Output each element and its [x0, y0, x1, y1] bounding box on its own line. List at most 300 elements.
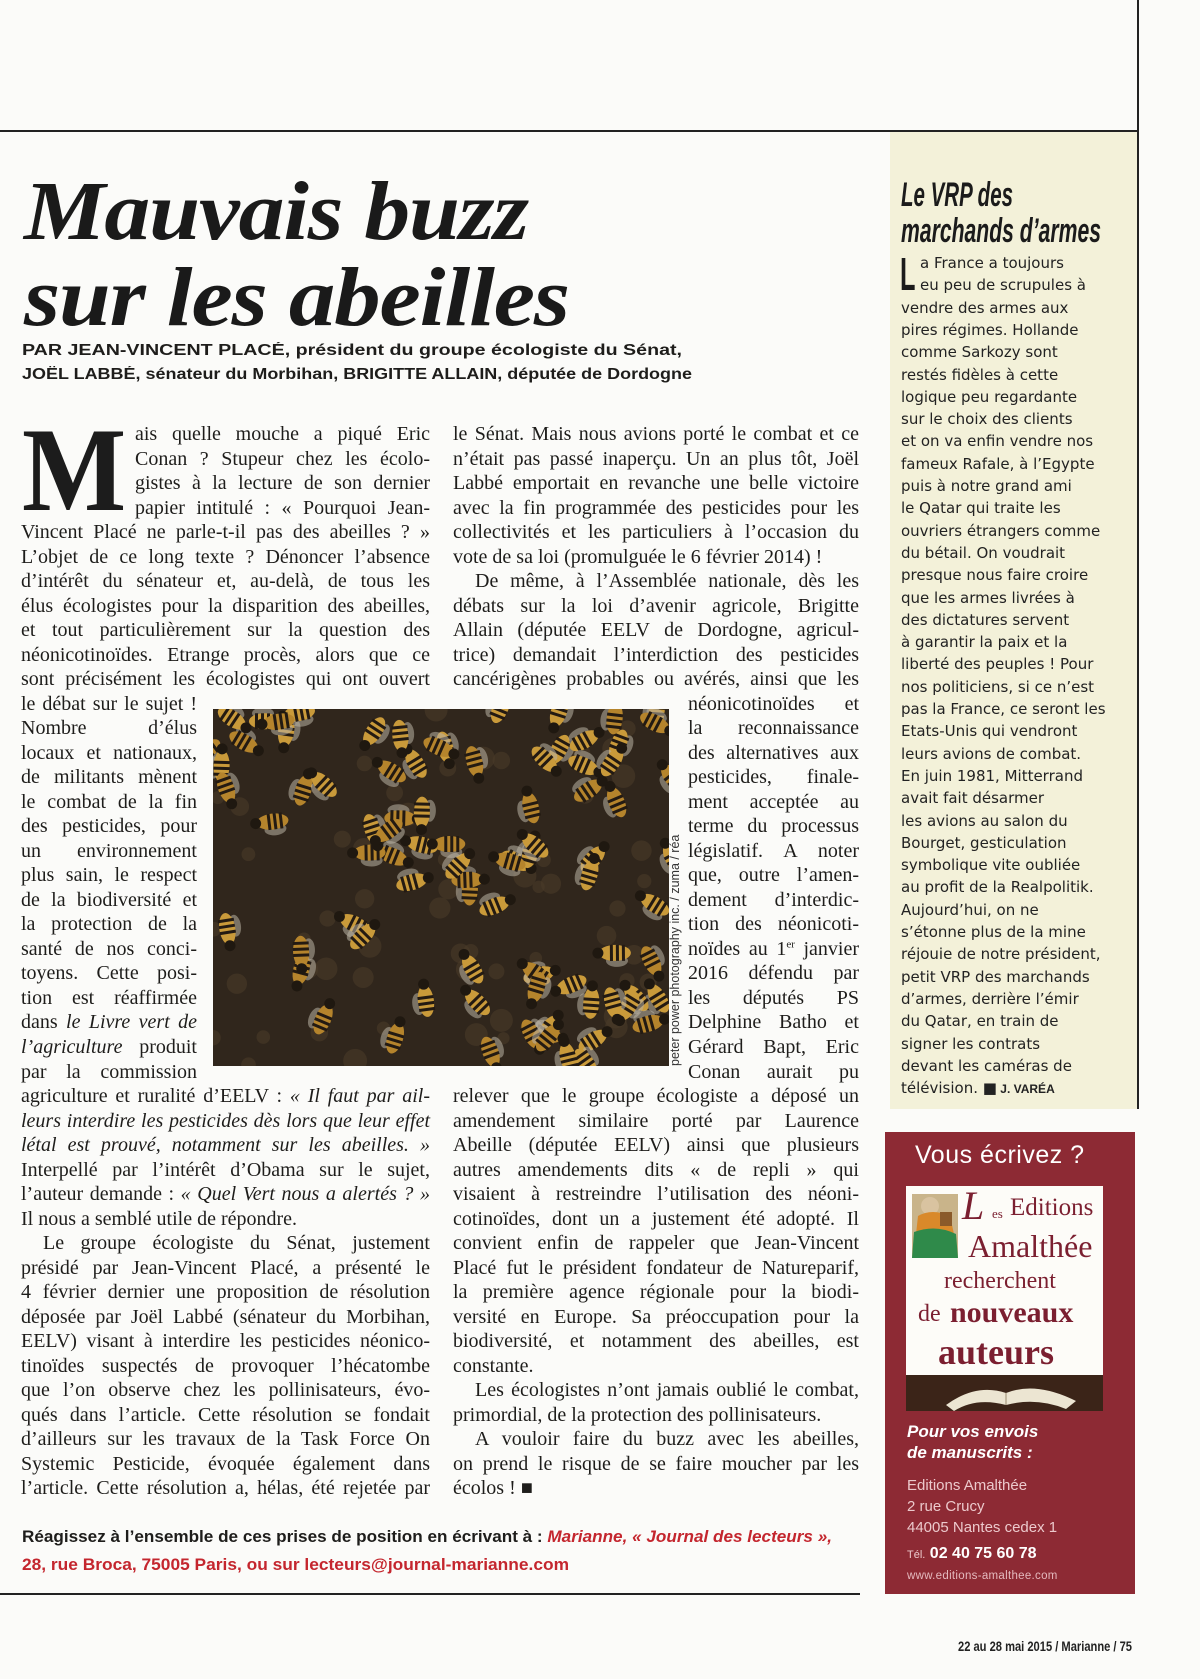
text-segment: vote de sa loi (promulguée le 6 février 2014) !: [453, 545, 823, 568]
sidebar-text-line: [901, 854, 1080, 876]
text-line: [21, 888, 197, 913]
text-line: [21, 937, 197, 962]
text-segment: Placé fut le président fondateur de Natureparif,: [453, 1256, 859, 1279]
text-line: [21, 1035, 197, 1060]
sidebar-text-line: [920, 274, 1086, 296]
text-segment: agriculture et ruralité d’EELV :: [21, 1085, 290, 1108]
right-rule: [1137, 0, 1139, 1109]
text-segment: « Il faut par ail-: [289, 1085, 430, 1108]
ad-website[interactable]: www.editions-amalthee.com: [907, 1570, 1058, 1582]
text-segment: constante.: [453, 1354, 534, 1377]
text-segment: que l’on observe chez les pollinisateurs, évo-: [21, 1379, 430, 1402]
sidebar-text-line: [901, 966, 1090, 988]
sidebar-text-line: [901, 832, 1067, 854]
text-segment: la première agence régionale pour la biodi-: [453, 1281, 859, 1304]
text-line: [453, 1084, 859, 1109]
text-segment: locaux et nationaux,: [21, 741, 197, 764]
sidebar-text: Bourget, gesticulation: [901, 833, 1067, 852]
text-segment: des pesticides, pour: [21, 815, 197, 838]
text-line: [21, 594, 430, 619]
sidebar-text: télévision. ■: [901, 1079, 997, 1098]
text-line: [453, 496, 859, 521]
text-segment: 4 février dernier une proposition de résolution: [21, 1281, 430, 1304]
sidebar-text: signer les contrats: [901, 1034, 1041, 1053]
text-line: [21, 1280, 430, 1305]
text-segment: le débat sur le sujet !: [21, 692, 197, 715]
sidebar-text: leurs avions de combat.: [901, 744, 1082, 763]
author-role: , députée de Dordogne: [497, 366, 692, 383]
text-segment: amendement similaire porté par Laurence: [453, 1109, 859, 1132]
sidebar-drop-cap: L: [900, 248, 916, 300]
text-line: [453, 594, 859, 619]
text-line: [21, 1403, 430, 1428]
sidebar-text-line: [901, 698, 1106, 720]
text-line: [21, 986, 197, 1011]
text-segment: dement d’interdic-: [688, 888, 859, 911]
ad-tagline-de: de: [918, 1301, 941, 1327]
sidebar-text: ouvriers étrangers comme: [901, 521, 1101, 540]
text-line: [21, 1207, 430, 1232]
text-segment: avec la fin programmée des pesticides pour les: [453, 496, 859, 519]
text-line: [688, 839, 859, 864]
text-segment: débats sur la loi d’avenir agricole, Brigitte: [453, 594, 859, 617]
text-line: [21, 839, 197, 864]
text-segment: gistes à la lecture de son dernier: [135, 472, 430, 495]
text-line: [688, 888, 859, 913]
text-line: [21, 1010, 197, 1035]
text-segment: Gérard Bapt, Eric: [688, 1036, 859, 1058]
text-segment: ais quelle mouche a piqué Eric: [135, 423, 430, 445]
byline-line: [22, 366, 692, 384]
text-line: [21, 520, 430, 545]
text-line: [688, 765, 859, 790]
sidebar-title-line: marchands d’armes: [901, 212, 1101, 250]
text-segment: de militants mènent: [21, 766, 197, 789]
text-segment: tion est réaffirmée: [21, 986, 197, 1009]
text-line: [21, 741, 197, 766]
text-segment: dans: [21, 1011, 67, 1034]
text-line: [688, 1060, 859, 1085]
text-segment: Le groupe écologiste du Sénat, justement: [43, 1232, 430, 1255]
sidebar-text: restés fidèles à cette: [901, 365, 1059, 384]
ad-brand-small: es: [992, 1206, 1003, 1221]
sidebar-text: logique peu regardante: [901, 387, 1078, 406]
text-segment: qués dans l’article. Cette résolution se fondait: [21, 1403, 430, 1426]
advertisement[interactable]: [885, 1132, 1135, 1594]
text-segment: et tout particulièrement sur la question des: [21, 619, 430, 642]
ad-brand-initial: L: [962, 1183, 985, 1228]
text-line: [453, 447, 859, 472]
text-line: [453, 618, 859, 643]
text-segment: versité en Europe. Sa préoccupation pour la: [453, 1305, 859, 1328]
text-segment: le Sénat. Mais nous avions porté le combat et ce: [453, 423, 859, 445]
text-line: [453, 643, 859, 668]
text-segment: le combat de la fin: [21, 790, 197, 813]
text-segment: relever que le groupe écologiste a déposé un: [453, 1085, 859, 1108]
sidebar-text-line: [901, 653, 1093, 675]
text-line: [453, 1305, 859, 1330]
sidebar-text-line: [901, 988, 1079, 1010]
text-line: [21, 667, 430, 692]
text-segment: biodiversité, et notamment des abeilles, est: [453, 1330, 859, 1353]
text-segment: Interpellé par l’intérêt d’Obama sur le sujet,: [21, 1158, 430, 1181]
sidebar-text-line: [901, 564, 1088, 586]
sidebar-text: petit VRP des marchands: [901, 967, 1090, 986]
sidebar-text: s’étonne plus de la mine: [901, 923, 1086, 941]
text-segment: tinoïdes suspectés de provoquer l’hécatombe: [21, 1354, 430, 1377]
ad-address-line: 2 rue Crucy: [907, 1498, 985, 1515]
sidebar-text: eu peu de scrupules à: [920, 276, 1086, 295]
text-segment: Les écologistes n’ont jamais oublié le combat,: [475, 1379, 859, 1402]
text-line: [475, 1378, 859, 1403]
ad-brand-word: Editions: [1010, 1194, 1094, 1221]
text-line: [688, 814, 859, 839]
sidebar-text-line: [901, 341, 1058, 363]
drop-cap: M: [22, 403, 127, 536]
sidebar-text: pas la France, ce seront les: [901, 700, 1106, 718]
text-segment: ment acceptée au: [688, 790, 859, 813]
text-segment: la reconnaissance: [688, 717, 859, 740]
sidebar-text: au profit de la Realpolitik.: [901, 878, 1094, 897]
text-line: [21, 961, 197, 986]
prophet-painting-icon: [912, 1194, 958, 1258]
text-segment: Conan ? Stupeur chez les écolo-: [135, 447, 430, 470]
ad-address-line: Editions Amalthée: [907, 1477, 1028, 1494]
text-segment: les députés PS: [688, 986, 859, 1009]
text-line: [688, 937, 859, 962]
text-segment: cotinoïdes, dont un a justement été adopté. Il: [453, 1207, 859, 1230]
text-segment: d’ailleurs sur les travaux de la Task Force On: [21, 1428, 430, 1451]
ad-contact-heading: Pour vos envois: [907, 1422, 1039, 1441]
bees-photo: [213, 709, 669, 1066]
text-line: [21, 716, 197, 741]
text-segment: visaient à restreindre l’utilisation des néoni-: [453, 1183, 859, 1206]
text-line: [21, 1427, 430, 1452]
sidebar-text-line: [901, 899, 1039, 921]
ad-brand-name: Amalthée: [968, 1228, 1093, 1264]
sidebar-text-line: [901, 408, 1073, 430]
text-segment: convient enfin de rappeler que Jean-Vincent: [453, 1232, 859, 1255]
text-segment: toyens. Cette posi-: [21, 962, 197, 985]
sidebar-text: devant les caméras de: [901, 1056, 1072, 1075]
sidebar-text: puis à notre grand ami: [901, 477, 1072, 495]
text-segment: santé de nos conci-: [21, 937, 197, 960]
ad-address-line: 44005 Nantes cedex 1: [907, 1519, 1058, 1536]
author-name: PAR JEAN-VINCENT PLACÉ: [22, 342, 285, 359]
text-segment: de la biodiversité et: [21, 888, 197, 911]
sidebar-text-line: [901, 386, 1077, 408]
text-line: [21, 1305, 430, 1330]
sidebar-text: le Qatar qui traite les: [901, 499, 1061, 518]
text-line: [21, 1133, 430, 1158]
sidebar-text: avait fait désarmer: [901, 789, 1045, 808]
text-segment: l’article. Cette résolution a, hélas, été rejetée par: [21, 1477, 430, 1500]
text-segment: collectivités et les particuliers à l’occasion du: [453, 521, 859, 544]
text-segment: l’agriculture: [21, 1036, 123, 1058]
photo-credit: peter power photography inc. / zuma / réa: [668, 834, 682, 1066]
text-line: [453, 1354, 859, 1379]
notice-journal: Marianne, « Journal des lecteurs »,: [547, 1527, 833, 1546]
sidebar-text-line: [901, 1055, 1072, 1077]
text-segment: primordial, de la protection des pollinisateurs.: [453, 1403, 822, 1426]
open-book-image: [906, 1375, 1103, 1411]
sidebar-text-line: [901, 743, 1081, 765]
ad-tagline-adj: nouveaux: [950, 1296, 1074, 1329]
text-line: [688, 1035, 859, 1060]
sidebar-text: fameux Rafale, à l’Egypte: [901, 454, 1095, 473]
text-segment: le Livre vert de: [66, 1011, 197, 1034]
text-line: [453, 1329, 859, 1354]
sidebar-text: vendre des armes aux: [901, 298, 1069, 317]
text-segment: Nombre d’élus: [21, 717, 197, 740]
sidebar-text-line: [901, 319, 1079, 341]
sidebar-text: du Qatar, en train de: [901, 1012, 1059, 1031]
sidebar-text: à garantir la paix et la: [901, 633, 1068, 652]
sidebar-text-line: [901, 364, 1058, 386]
sidebar-text: symbolique vite oubliée: [901, 856, 1081, 875]
text-segment: Delphine Batho et: [688, 1011, 859, 1034]
text-segment: Conan aurait pu: [688, 1060, 859, 1083]
text-segment: la protection de la: [21, 913, 197, 936]
text-segment: que, outre l’amen-: [688, 864, 859, 887]
text-line: [453, 1280, 859, 1305]
sidebar-text: comme Sarkozy sont: [901, 343, 1058, 362]
sidebar-text-line: [901, 542, 1065, 564]
sidebar-text-line: [901, 497, 1061, 519]
sidebar-text-line: [901, 876, 1094, 898]
text-segment: « Quel Vert nous a alertés ? »: [180, 1183, 431, 1206]
reader-notice-line: [22, 1527, 832, 1547]
text-line: [453, 1207, 859, 1232]
author-name: BRIGITTE ALLAIN: [343, 366, 498, 383]
text-line: [453, 1403, 859, 1428]
text-line: [21, 643, 430, 668]
sidebar-text: presque nous faire croire: [901, 566, 1089, 585]
text-line: [453, 422, 859, 447]
sidebar-text: sur le choix des clients: [901, 410, 1073, 429]
text-segment: Systemic Pesticide, évoquée également dans: [21, 1452, 430, 1475]
sidebar-text-line: [901, 430, 1093, 452]
text-line: [688, 986, 859, 1011]
sidebar-title-line: Le VRP des: [901, 176, 1013, 214]
sidebar-text-line: [901, 475, 1072, 497]
text-segment: L’objet de ce long texte ? Dénoncer l’absence: [21, 545, 430, 568]
sidebar-text-line: [901, 1077, 1055, 1100]
text-segment: A vouloir faire du buzz avec les abeilles,: [475, 1428, 859, 1451]
sidebar-text: du bétail. On voudrait: [901, 543, 1066, 562]
text-segment: De même, à l’Assemblée nationale, dès les: [475, 570, 859, 593]
sidebar-text: les avions au salon du: [901, 811, 1068, 830]
text-line: [21, 569, 430, 594]
text-line: [21, 1256, 430, 1281]
ad-contact-heading: de manuscrits :: [907, 1443, 1033, 1462]
sidebar-text-line: [901, 810, 1068, 832]
headline-line: Mauvais buzz: [24, 165, 528, 258]
sidebar-text: Etats-Unis qui vendront: [901, 722, 1078, 741]
sidebar-text-line: [901, 765, 1083, 787]
sidebar-text-line: [901, 921, 1086, 943]
text-line: [21, 814, 197, 839]
text-segment: tion des néonicoti-: [688, 913, 859, 936]
text-line: [21, 765, 197, 790]
text-line: [21, 618, 430, 643]
text-segment: néonicotinoïdes et: [688, 692, 859, 715]
sidebar-text-line: [901, 787, 1044, 809]
text-segment: élus écologistes pour la disparition des abeilles,: [21, 594, 430, 617]
text-segment: Il nous a semblé utile de répondre.: [21, 1207, 298, 1230]
sidebar-text-line: [901, 943, 1100, 965]
sidebar-text: et on va enfin vendre nos: [901, 432, 1094, 451]
sidebar-text-line: [901, 520, 1100, 542]
text-segment: 2016 défendu par: [688, 962, 859, 985]
text-segment: janvier: [794, 937, 859, 960]
text-line: [453, 1476, 859, 1501]
ad-tagline-verb: recherchent: [944, 1268, 1056, 1294]
author-role: , sénateur du Morbihan,: [135, 366, 344, 383]
text-segment: létal est prouvé, notamment sur les abeilles. »: [21, 1134, 430, 1157]
text-segment: produit: [122, 1036, 197, 1058]
text-line: [688, 961, 859, 986]
ad-tagline-noun: auteurs: [938, 1332, 1054, 1372]
sidebar-text: nos politiciens, si ce n’est: [901, 677, 1095, 696]
text-line: [453, 1231, 859, 1256]
text-line: [21, 1378, 430, 1403]
text-line: [453, 1452, 859, 1477]
text-line: [475, 569, 859, 594]
ad-phone-number: 02 40 75 60 78: [929, 1545, 1037, 1562]
text-line: [21, 1329, 430, 1354]
text-segment: terme du processus: [688, 815, 859, 838]
text-line: [21, 1109, 430, 1134]
text-line: [453, 520, 859, 545]
bees-image: [213, 709, 669, 1066]
text-line: [21, 1158, 430, 1183]
sidebar-text-line: [901, 1033, 1040, 1055]
text-line: [135, 496, 430, 521]
text-line: [453, 667, 859, 692]
sidebar-text: des dictatures servent: [901, 610, 1070, 629]
sidebar-text: que les armes livrées à: [901, 588, 1075, 607]
sidebar-text: liberté des peuples ! Pour: [901, 655, 1094, 674]
text-segment: autres amendements dits « de repli » qui: [453, 1158, 859, 1181]
text-line: [688, 716, 859, 741]
text-line: [453, 1182, 859, 1207]
sidebar-text: pires régimes. Hollande: [901, 320, 1079, 339]
text-line: [688, 741, 859, 766]
text-segment: EELV) visant à interdire les pesticides néonico-: [21, 1330, 430, 1353]
text-line: [21, 1084, 430, 1109]
sidebar-text-line: [901, 453, 1095, 475]
text-line: [688, 912, 859, 937]
text-segment: d’intérêt du sénateur et, au-delà, de tous les: [21, 570, 430, 593]
text-segment: l’auteur demande :: [21, 1183, 181, 1206]
sidebar-text-line: [901, 1010, 1059, 1032]
sidebar-text-line: [901, 720, 1077, 742]
sidebar-box: [890, 132, 1137, 1109]
text-segment: pesticides, finale-: [688, 766, 859, 789]
ad-header: Vous écrivez ?: [915, 1141, 1085, 1169]
text-line: [21, 1476, 430, 1501]
text-segment: un environnement: [21, 839, 197, 862]
author-role: , président du groupe écologiste du Sénat,: [284, 342, 682, 359]
text-segment: Abeille (députée EELV) ainsi que plusieurs: [453, 1134, 859, 1157]
text-line: [688, 863, 859, 888]
text-segment: néonicotinoïdes. Etrange procès, alors que ce: [21, 643, 430, 666]
text-segment: par la commission: [21, 1060, 197, 1083]
page-footer: 22 au 28 mai 2015 / Marianne / 75: [958, 1638, 1132, 1654]
bottom-rule: [0, 1593, 860, 1595]
reader-notice-address[interactable]: 28, rue Broca, 75005 Paris, ou sur lecteurs@journal-marianne.com: [22, 1555, 569, 1574]
sidebar-text-line: [901, 631, 1067, 653]
sidebar-text-line: [901, 587, 1075, 609]
sidebar-signature: J. VARÉA: [996, 1082, 1055, 1097]
text-segment: plus sain, le respect: [21, 864, 197, 887]
ad-phone-label: Tél.: [907, 1549, 926, 1561]
sidebar-text: a France a toujours: [920, 254, 1064, 272]
ad-panel: [906, 1183, 1103, 1375]
text-line: [21, 1452, 430, 1477]
text-segment: leurs interdire les pesticides dès lors que leur effet: [21, 1109, 430, 1132]
sidebar-text: réjouie de notre président,: [901, 945, 1101, 964]
sidebar-text: Aujourd’hui, on ne: [901, 900, 1039, 919]
text-line: [21, 863, 197, 888]
text-segment: des alternatives aux: [688, 741, 859, 764]
text-line: [453, 545, 859, 570]
sidebar-text-line: [920, 252, 1064, 274]
text-segment: écolos ! ■: [453, 1477, 533, 1500]
text-segment: Allain (députée EELV de Dordogne, agricul-: [453, 619, 859, 642]
text-line: [135, 471, 430, 496]
text-segment: Vincent Placé ne parle-t-il pas des abeilles ? »: [21, 521, 430, 544]
headline-line: sur les abeilles: [24, 251, 569, 344]
text-segment: cancérigènes probables ou avérés, ainsi que les: [453, 668, 859, 691]
text-line: [135, 447, 430, 472]
text-line: [688, 790, 859, 815]
text-line: [21, 912, 197, 937]
sidebar-text: En juin 1981, Mitterrand: [901, 766, 1083, 785]
text-segment: Labbé emportait en revanche une belle victoire: [453, 472, 859, 495]
notice-lead: Réagissez à l’ensemble de ces prises de position en écrivant à :: [22, 1527, 548, 1546]
text-segment: trice) demandait l’interdiction des pesticides: [453, 643, 859, 666]
text-line: [21, 692, 197, 717]
text-segment: papier intitulé : « Pourquoi Jean-: [135, 496, 430, 519]
text-line: [453, 1133, 859, 1158]
text-line: [43, 1231, 430, 1256]
text-line: [688, 1010, 859, 1035]
text-line: [453, 1109, 859, 1134]
text-segment: législatif. A noter: [688, 839, 859, 862]
text-segment: on prend le risque de se faire moucher par les: [453, 1452, 859, 1475]
byline-line: [22, 342, 682, 360]
text-segment: sont précisément les écologistes qui ont ouvert: [21, 668, 430, 691]
sidebar-text-line: [901, 676, 1094, 698]
text-line: [475, 1427, 859, 1452]
text-line: [21, 790, 197, 815]
text-line: [135, 422, 430, 447]
text-line: [453, 1158, 859, 1183]
text-segment: n’était pas passé inaperçu. Un an plus tôt, Joël: [453, 447, 859, 470]
text-line: [21, 1354, 430, 1379]
text-segment: er: [786, 938, 795, 951]
text-line: [21, 1060, 197, 1085]
sidebar-text-line: [901, 297, 1068, 319]
text-line: [453, 471, 859, 496]
text-line: [453, 1256, 859, 1281]
sidebar-text: d’armes, derrière l’émir: [901, 989, 1079, 1008]
text-segment: présidé par Jean-Vincent Placé, a présenté le: [21, 1256, 430, 1279]
text-segment: déposée par Joël Labbé (sénateur du Morbihan,: [21, 1305, 430, 1328]
text-segment: noïdes au 1: [688, 937, 787, 960]
